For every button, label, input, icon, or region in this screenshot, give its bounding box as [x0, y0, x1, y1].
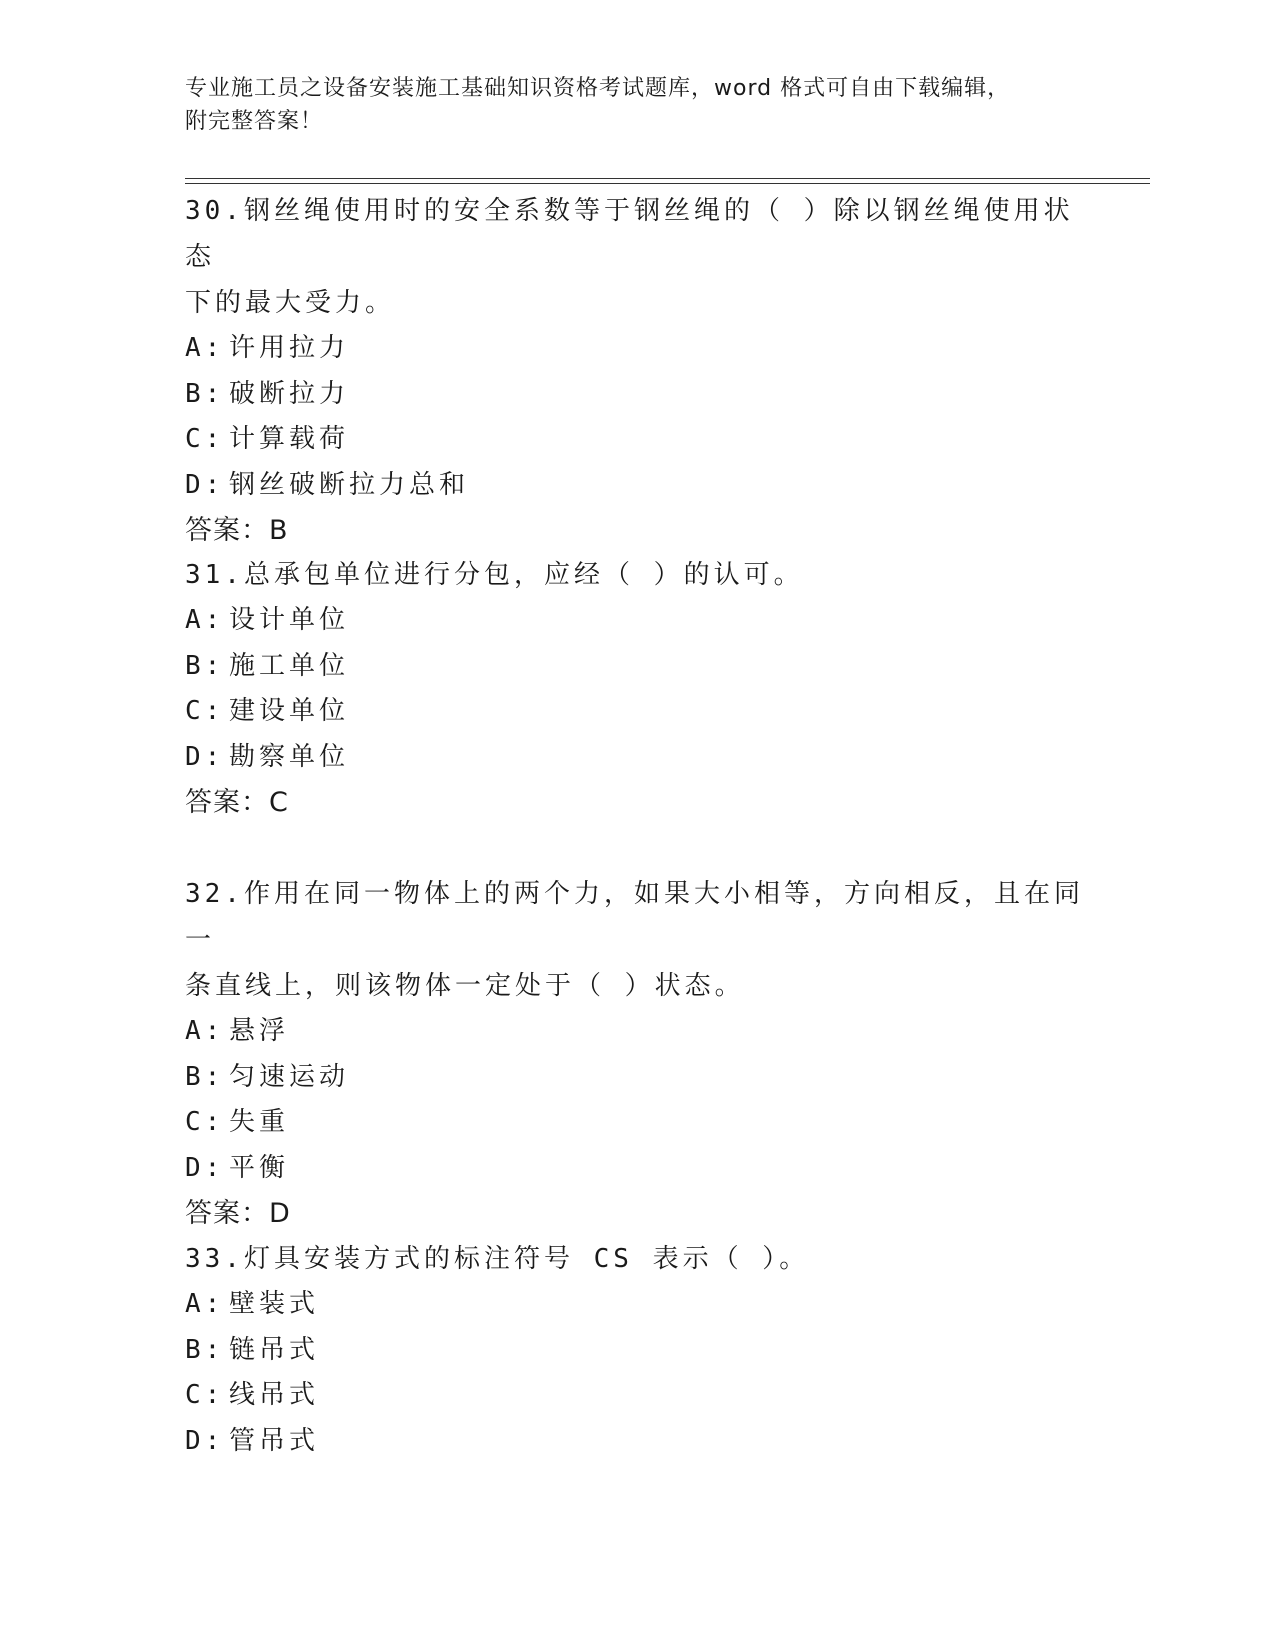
option-text: 施工单位 — [229, 650, 350, 681]
option-c — [185, 417, 1085, 463]
option-text: 悬浮 — [229, 1016, 290, 1046]
option-key: A: — [185, 605, 225, 635]
answer-line: 答案：B — [185, 515, 289, 546]
answer-line: 答案：D — [185, 1198, 291, 1229]
option-key: C: — [185, 696, 225, 726]
option-a — [185, 598, 1085, 644]
question-31 — [185, 552, 1085, 826]
question-stem-line: 31.总承包单位进行分包，应经（ ）的认可。 — [185, 560, 804, 590]
option-d — [185, 1419, 1085, 1465]
question-stem-line: 条直线上，则该物体一定处于（ ）状态。 — [185, 971, 745, 1001]
question-33 — [185, 1236, 1085, 1464]
header-divider-top — [185, 178, 1150, 179]
option-text: 平衡 — [229, 1152, 290, 1183]
option-key: D: — [185, 1152, 225, 1183]
option-key: D: — [185, 469, 225, 500]
question-stem-line: 33.灯具安装方式的标注符号 CS 表示（ ）。 — [185, 1244, 810, 1274]
option-a — [185, 1009, 1085, 1055]
option-text: 钢丝破断拉力总和 — [229, 469, 470, 500]
option-key: B: — [185, 1334, 225, 1365]
option-c — [185, 689, 1085, 735]
option-text: 壁装式 — [229, 1289, 320, 1319]
option-b — [185, 372, 1085, 418]
option-a — [185, 1282, 1085, 1328]
option-b — [185, 1055, 1085, 1101]
question-30 — [185, 188, 1085, 554]
answer-line: 答案：C — [185, 787, 289, 818]
option-d — [185, 463, 1085, 509]
option-key: A: — [185, 1016, 225, 1046]
option-d — [185, 735, 1085, 781]
question-stem-line: 32.作用在同一物体上的两个力，如果大小相等，方向相反，且在同一 — [185, 879, 1084, 955]
option-text: 线吊式 — [229, 1380, 320, 1410]
option-text: 失重 — [229, 1107, 290, 1137]
option-text: 许用拉力 — [229, 333, 350, 363]
document-header — [185, 72, 1065, 138]
option-key: B: — [185, 378, 225, 409]
question-32 — [185, 871, 1085, 1237]
option-key: D: — [185, 1425, 225, 1456]
option-text: 勘察单位 — [229, 741, 350, 772]
option-key: C: — [185, 1107, 225, 1137]
option-key: A: — [185, 1289, 225, 1319]
option-a — [185, 326, 1085, 372]
header-line-2: 附完整答案！ — [185, 109, 324, 134]
option-text: 管吊式 — [229, 1425, 320, 1456]
option-key: B: — [185, 650, 225, 681]
option-c — [185, 1373, 1085, 1419]
option-b — [185, 644, 1085, 690]
option-d — [185, 1146, 1085, 1192]
header-line-1: 专业施工员之设备安装施工基础知识资格考试题库，word 格式可自由下载编辑， — [185, 76, 1011, 101]
option-text: 链吊式 — [229, 1334, 320, 1365]
option-key: A: — [185, 333, 225, 363]
option-text: 计算载荷 — [229, 424, 350, 454]
option-text: 匀速运动 — [229, 1061, 350, 1092]
question-stem-line: 30.钢丝绳使用时的安全系数等于钢丝绳的（ ）除以钢丝绳使用状态 — [185, 196, 1074, 272]
option-key: C: — [185, 424, 225, 454]
option-text: 建设单位 — [229, 696, 350, 726]
header-divider-bottom — [185, 183, 1150, 184]
option-b — [185, 1328, 1085, 1374]
option-key: C: — [185, 1380, 225, 1410]
option-c — [185, 1100, 1085, 1146]
option-key: D: — [185, 741, 225, 772]
option-key: B: — [185, 1061, 225, 1092]
option-text: 设计单位 — [229, 605, 350, 635]
option-text: 破断拉力 — [229, 378, 350, 409]
question-stem-line: 下的最大受力。 — [185, 288, 396, 318]
